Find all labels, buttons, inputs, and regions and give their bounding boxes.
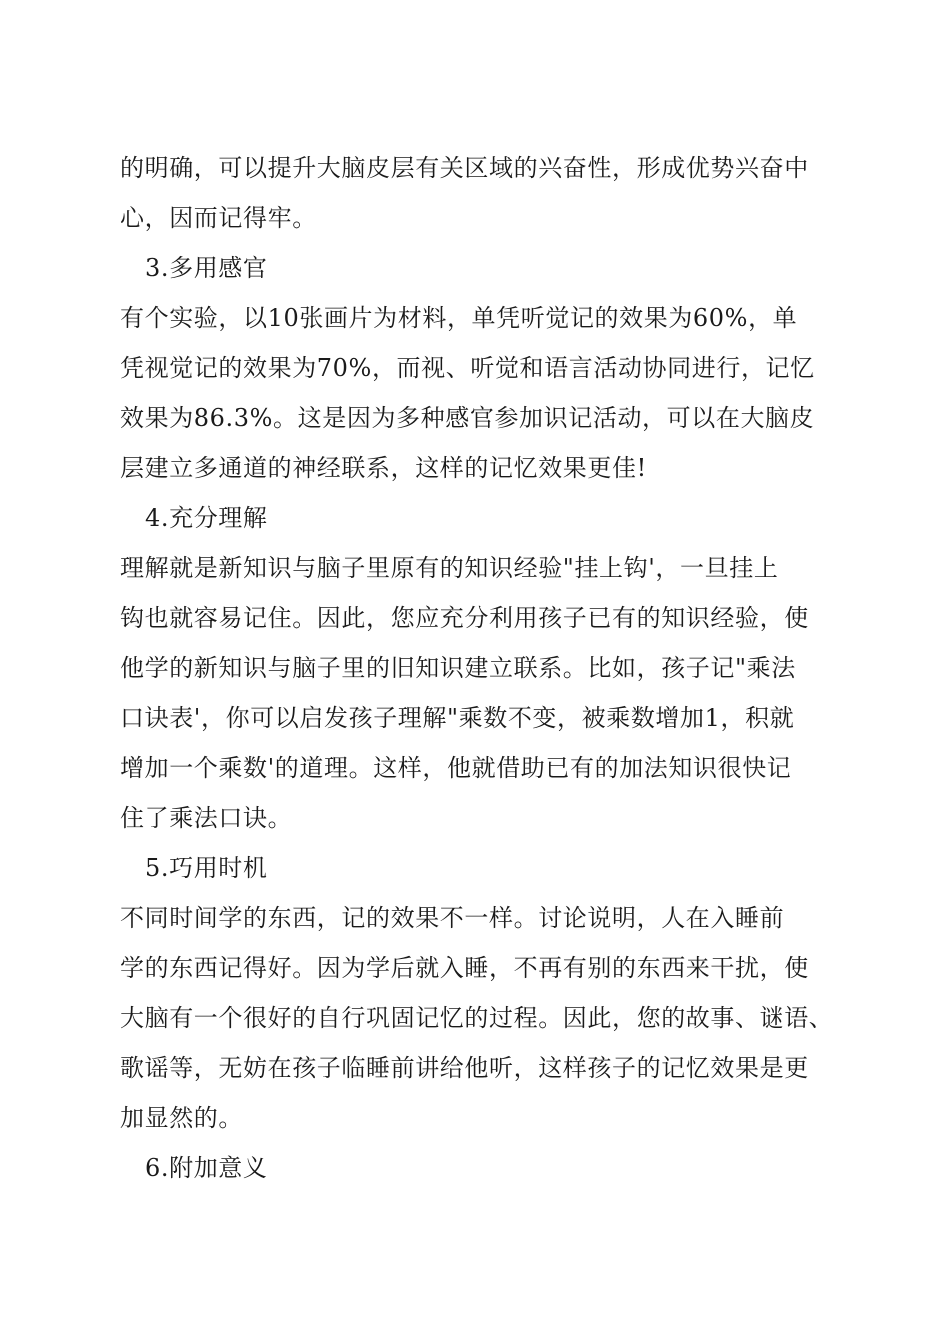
paragraph-line: 增加一个乘数'的道理。这样，他就借助已有的加法知识很快记 (120, 754, 792, 782)
paragraph-line: 钩也就容易记住。因此，您应充分利用孩子已有的知识经验，使 (120, 604, 809, 632)
paragraph-line: 不同时间学的东西，记的效果不一样。讨论说明，人在入睡前 (120, 904, 785, 932)
paragraph-line: 歌谣等，无妨在孩子临睡前讲给他听，这样孩子的记忆效果是更 (120, 1054, 809, 1082)
section-heading: 4.充分理解 (145, 504, 268, 532)
section-heading: 6.附加意义 (145, 1154, 268, 1182)
section-heading: 5.巧用时机 (145, 854, 268, 882)
paragraph-line: 住了乘法口诀。 (120, 804, 293, 832)
paragraph-line: 理解就是新知识与脑子里原有的知识经验"挂上钩'，一旦挂上 (120, 554, 779, 582)
paragraph-line: 心，因而记得牢。 (120, 204, 317, 232)
paragraph-line: 大脑有一个很好的自行巩固记忆的过程。因此，您的故事、谜语、 (120, 1004, 834, 1032)
paragraph-line: 的明确，可以提升大脑皮层有关区域的兴奋性，形成优势兴奋中 (120, 154, 809, 182)
paragraph-line: 层建立多通道的神经联系，这样的记忆效果更佳! (120, 454, 647, 482)
paragraph-line: 学的东西记得好。因为学后就入睡，不再有别的东西来干扰，使 (120, 954, 809, 982)
paragraph-line: 加显然的。 (120, 1104, 243, 1132)
paragraph-line: 口诀表'，你可以启发孩子理解"乘数不变，被乘数增加1，积就 (120, 704, 795, 732)
section-heading: 3.多用感官 (145, 254, 268, 282)
paragraph-line: 有个实验，以10张画片为材料，单凭听觉记的效果为60%，单 (120, 304, 798, 332)
paragraph-line: 凭视觉记的效果为70%，而视、听觉和语言活动协同进行，记忆 (120, 354, 815, 382)
paragraph-line: 他学的新知识与脑子里的旧知识建立联系。比如，孩子记"乘法 (120, 654, 796, 682)
paragraph-line: 效果为86.3%。这是因为多种感官参加识记活动，可以在大脑皮 (120, 404, 815, 432)
